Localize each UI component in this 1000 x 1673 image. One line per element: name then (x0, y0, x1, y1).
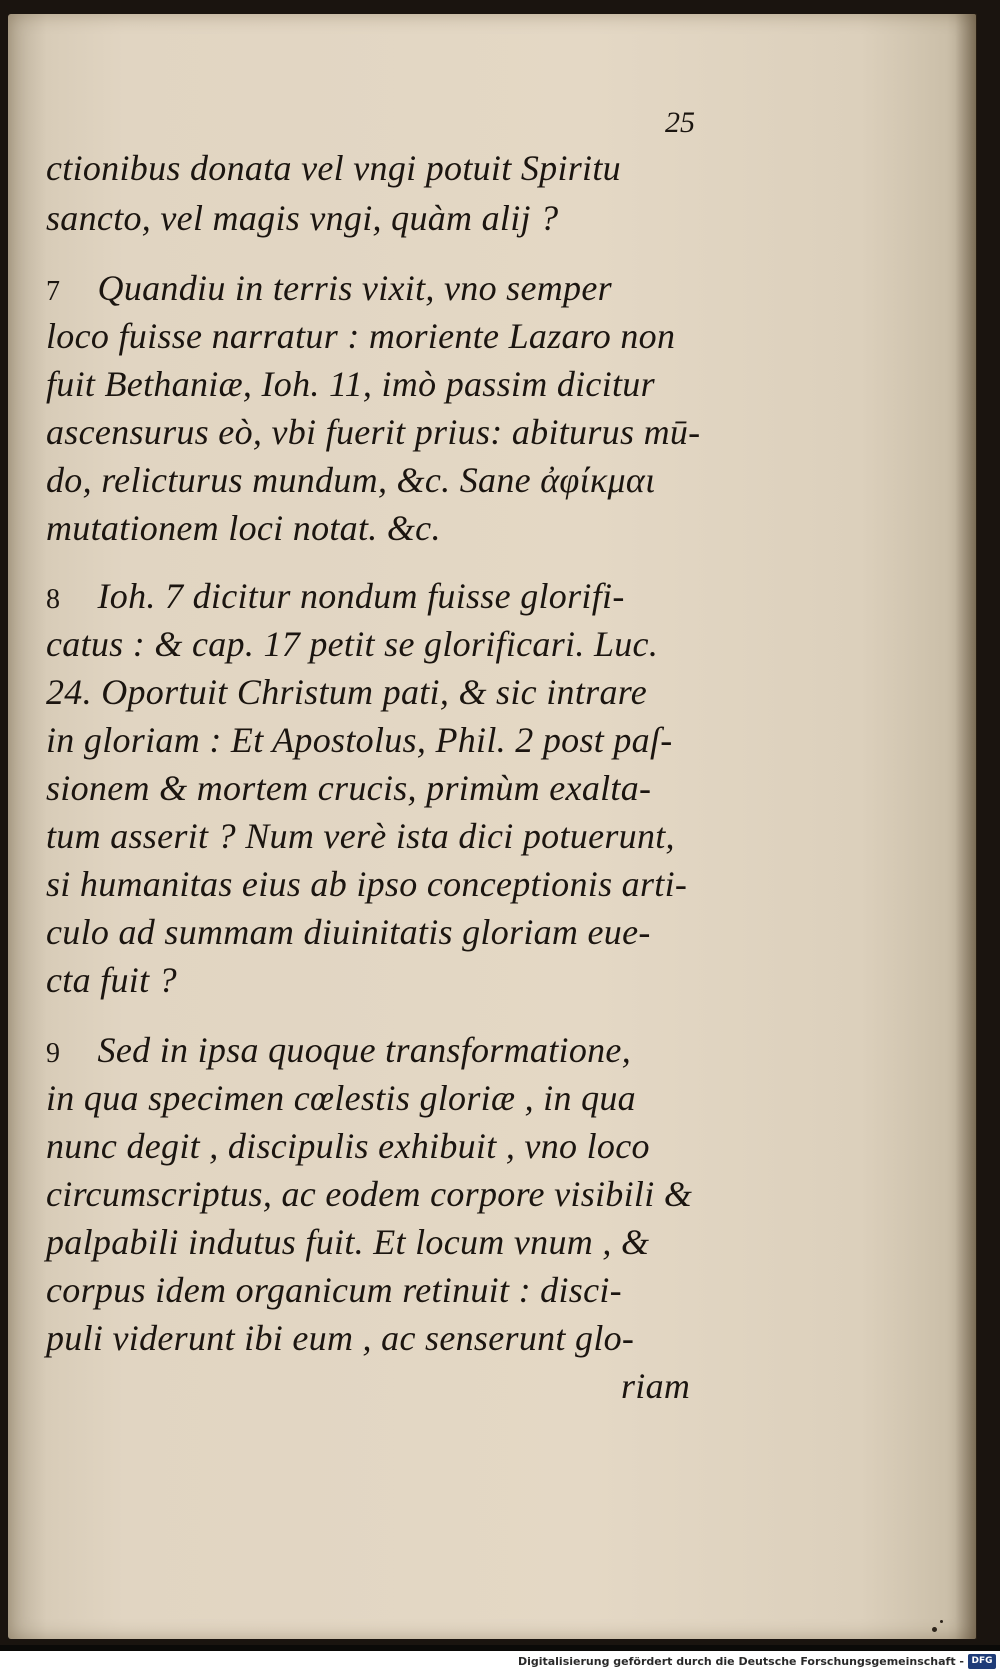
text-line: ctionibus donata vel vngi potuit Spiritu (46, 148, 621, 188)
catchword: riam (621, 1366, 691, 1406)
text-line: puli viderunt ibi eum , ac senserunt glo- (46, 1318, 635, 1358)
paper-speck (940, 1620, 943, 1623)
text-line: sancto, vel magis vngi, quàm alij ? (46, 198, 559, 238)
text-line: fuit Bethaniæ, Ioh. 11, imò passim dicitur (46, 364, 655, 404)
text-line: in qua specimen cœlestis gloriæ , in qua (46, 1078, 636, 1118)
text-line: circumscriptus, ac eodem corpore visibili & (46, 1174, 693, 1214)
text-line-content: Quandiu in terris vixit, vno semper (97, 268, 612, 308)
paper-speck (932, 1627, 937, 1632)
text-line (46, 1030, 631, 1074)
text-line: tum asserit ? Num verè ista dici potuerunt, (46, 816, 675, 856)
text-line (46, 576, 625, 620)
text-line: cta fuit ? (46, 960, 177, 1000)
text-line: culo ad summam diuinitatis gloriam eue- (46, 912, 651, 952)
text-line (46, 268, 612, 312)
text-line-content: Sed in ipsa quoque transformatione, (97, 1030, 631, 1070)
text-line: mutationem loci notat. &c. (46, 508, 441, 548)
text-line: nunc degit , discipulis exhibuit , vno loco (46, 1126, 650, 1166)
text-line: loco fuisse narratur : moriente Lazaro non (46, 316, 676, 356)
footer-credit: Digitalisierung gefördert durch die Deutsche Forschungsgemeinschaft - (517, 1655, 964, 1668)
text-line: corpus idem organicum retinuit : disci- (46, 1270, 622, 1310)
section-number: 9 (46, 1038, 61, 1069)
footer-bar (0, 1651, 1000, 1673)
text-line: si humanitas eius ab ipso conceptionis arti- (46, 864, 688, 904)
page-edge-shadow (955, 14, 977, 1639)
text-line: 24. Oportuit Christum pati, & sic intrare (46, 672, 648, 712)
text-line: ascensurus eò, vbi fuerit prius: abiturus mū- (46, 412, 701, 452)
text-line: do, relicturus mundum, &c. Sane ἀφίκμαι (46, 460, 656, 500)
text-line: sionem & mortem crucis, primùm exalta- (46, 768, 652, 808)
section-number: 7 (46, 276, 61, 307)
section-number: 8 (46, 584, 61, 615)
text-line: palpabili indutus fuit. Et locum vnum , & (46, 1222, 650, 1262)
page-number: 25 (665, 106, 695, 139)
text-line: catus : & cap. 17 petit se glorificari. Luc. (46, 624, 659, 664)
text-line-content: Ioh. 7 dicitur nondum fuisse glorifi- (97, 576, 625, 616)
text-line: in gloriam : Et Apostolus, Phil. 2 post paſ- (46, 720, 673, 760)
dfg-logo-icon: DFG (968, 1654, 996, 1669)
